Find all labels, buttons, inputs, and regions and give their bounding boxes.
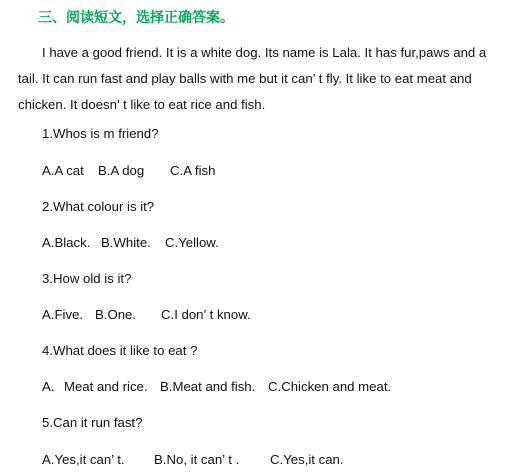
option-3c: C.I don’ t know. [161,307,251,322]
option-1c: C.A fish [170,163,216,178]
option-1a: A.A cat [42,163,84,178]
option-4a: A．Meat and rice. [42,379,148,394]
option-2b: B.White. [101,235,151,250]
question-3: 3.How old is it? [42,271,132,286]
options-2 [42,234,219,252]
option-1b: B.A dog [98,163,145,178]
options-3 [42,306,251,324]
option-4b: B.Meat and fish. [160,379,256,394]
option-5a: A.Yes,it can’ t. [42,452,125,467]
option-2a: A.Black. [42,235,91,250]
option-5c: C.Yes,it can. [270,452,344,467]
question-2: 2.What colour is it? [42,199,155,214]
question-5: 5.Can it run fast? [42,415,143,430]
reading-passage: I have a good friend. It is a white dog. Its name is Lala. It has fur,paws and a tail. It can run fast and play balls with me but it can’ t fly. It like to eat meat and chicken. It doesn’ t like to eat rice and fish. [18,45,487,112]
options-4 [42,378,391,396]
option-3b: B.One. [95,307,137,322]
options-1 [42,162,215,180]
option-5b: B.No, it can’ t . [154,452,240,467]
option-2c: C.Yellow. [165,235,219,250]
option-3a: A.Five. [42,307,84,322]
options-5 [42,451,344,469]
question-4: 4.What does it like to eat ? [42,343,198,358]
section-heading: 三、阅读短文，选择正确答案。 [38,10,234,26]
question-1: 1.Whos is m friend? [42,126,159,141]
option-4c: C.Chicken and meat. [268,379,392,394]
